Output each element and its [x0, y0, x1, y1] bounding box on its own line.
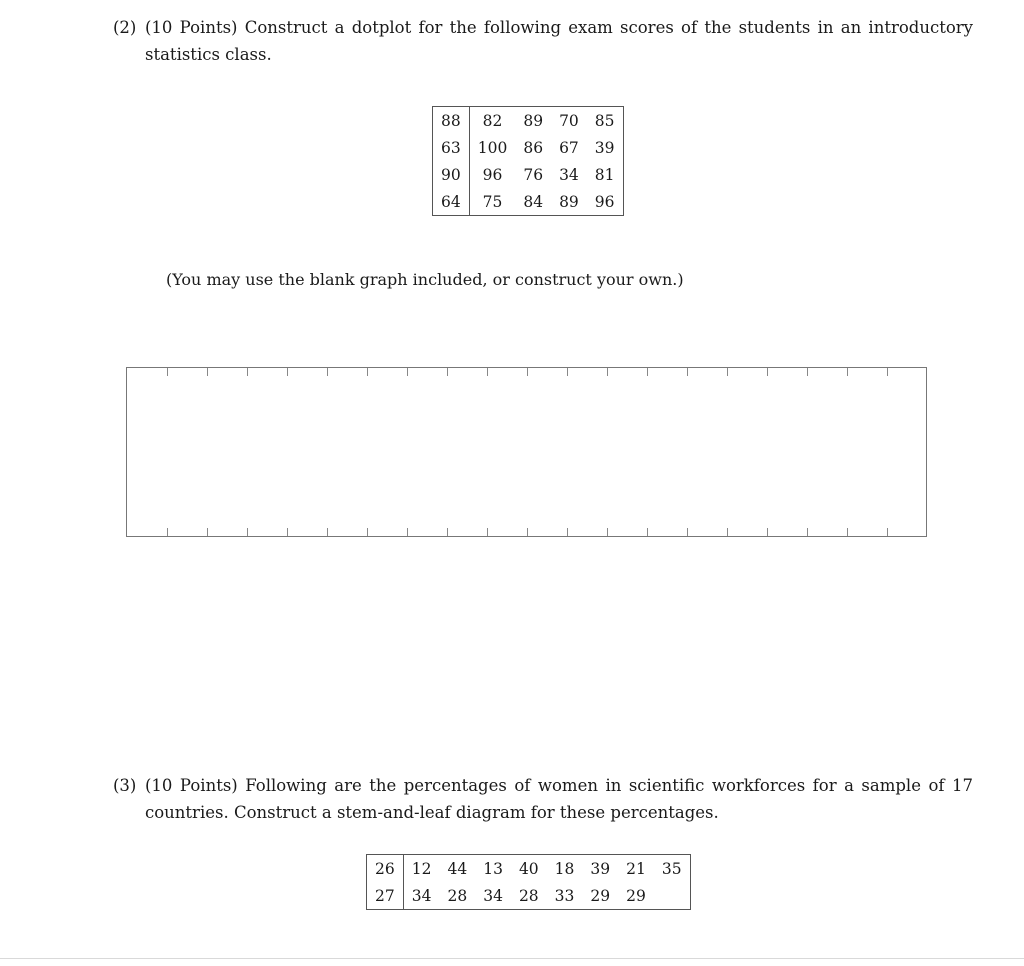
axis-tick — [527, 368, 528, 376]
axis-tick — [807, 528, 808, 536]
table-cell: 70 — [559, 111, 579, 130]
axis-tick — [287, 528, 288, 536]
problem-2-text: (10 Points) Construct a dotplot for the following exam scores of the students in an introductory statistics class. — [145, 18, 973, 64]
table-cell: 40 — [518, 859, 539, 878]
table-cell: 44 — [447, 859, 468, 878]
table-cell: 34 — [483, 886, 503, 905]
table-row — [433, 107, 624, 135]
table-row — [433, 188, 624, 216]
axis-tick — [887, 368, 888, 376]
problem-2-number: (2) — [113, 18, 137, 37]
axis-tick — [447, 528, 448, 536]
table-cell: 34 — [559, 165, 579, 184]
axis-tick — [367, 528, 368, 536]
table-cell: 88 — [433, 107, 470, 135]
axis-tick — [207, 368, 208, 376]
table-cell: 89 — [559, 192, 579, 211]
axis-tick — [567, 368, 568, 376]
axis-tick — [247, 368, 248, 376]
axis-tick — [847, 368, 848, 376]
table-cell: 34 — [411, 886, 432, 905]
axis-tick — [647, 368, 648, 376]
women-percentages-table — [366, 854, 691, 910]
axis-tick — [287, 368, 288, 376]
axis-tick — [327, 368, 328, 376]
axis-tick — [607, 368, 608, 376]
axis-tick — [407, 368, 408, 376]
table-cell: 18 — [554, 859, 575, 878]
axis-tick — [767, 368, 768, 376]
axis-tick — [487, 528, 488, 536]
table-cell: 96 — [594, 192, 615, 211]
table-cell: 21 — [626, 859, 646, 878]
axis-tick — [527, 528, 528, 536]
table-cell: 85 — [594, 111, 615, 130]
table-cell: 100 — [477, 138, 508, 157]
axis-tick — [487, 368, 488, 376]
table-cell: 63 — [433, 134, 470, 161]
table-row — [433, 161, 624, 188]
table-cell: 12 — [411, 859, 432, 878]
table-cell: 81 — [594, 165, 615, 184]
problem-2 — [113, 14, 973, 68]
table-cell: 27 — [367, 882, 404, 910]
table-row — [433, 134, 624, 161]
graph-note: (You may use the blank graph included, or construct your own.) — [166, 270, 684, 289]
axis-tick — [407, 528, 408, 536]
table-row — [367, 882, 691, 910]
table-cell: 75 — [482, 192, 503, 211]
page-divider — [0, 958, 1024, 959]
table-cell: 86 — [523, 138, 544, 157]
blank-dotplot-graph — [126, 367, 927, 537]
axis-tick — [687, 368, 688, 376]
problem-3-number: (3) — [113, 776, 137, 795]
axis-tick — [167, 528, 168, 536]
table-cell: 28 — [518, 886, 539, 905]
axis-tick — [727, 368, 728, 376]
table-cell: 29 — [626, 886, 646, 905]
axis-tick — [687, 528, 688, 536]
axis-tick — [607, 528, 608, 536]
table-cell: 35 — [661, 859, 682, 878]
problem-2-statement — [113, 14, 973, 68]
axis-tick — [847, 528, 848, 536]
axis-tick — [887, 528, 888, 536]
table-cell: 39 — [594, 138, 615, 157]
table-cell: 90 — [433, 161, 470, 188]
axis-tick — [567, 528, 568, 536]
table-cell: 29 — [590, 886, 611, 905]
table-cell: 76 — [523, 165, 544, 184]
axis-tick — [207, 528, 208, 536]
table-cell: 82 — [482, 111, 503, 130]
axis-tick — [247, 528, 248, 536]
axis-tick — [167, 368, 168, 376]
exam-scores-table — [432, 106, 624, 216]
table-cell: 67 — [559, 138, 579, 157]
problem-3-statement — [113, 772, 973, 826]
axis-tick — [767, 528, 768, 536]
axis-tick — [807, 368, 808, 376]
table-cell: 33 — [554, 886, 575, 905]
axis-tick — [367, 368, 368, 376]
axis-tick — [727, 528, 728, 536]
problem-3-text: (10 Points) Following are the percentages of women in scientific workforces for a sample of 17 countries. Construct a stem-and-leaf diagram for these percentages. — [145, 776, 973, 822]
axis-tick — [647, 528, 648, 536]
table-cell: 89 — [523, 111, 544, 130]
table-row — [367, 855, 691, 883]
table-cell: 39 — [590, 859, 611, 878]
table-cell: 28 — [447, 886, 468, 905]
table-cell: 64 — [433, 188, 470, 216]
table-cell: 26 — [367, 855, 404, 883]
axis-tick — [447, 368, 448, 376]
table-cell: 13 — [483, 859, 503, 878]
axis-tick — [327, 528, 328, 536]
table-cell: 84 — [523, 192, 544, 211]
table-cell: 96 — [482, 165, 503, 184]
problem-3 — [113, 772, 973, 826]
